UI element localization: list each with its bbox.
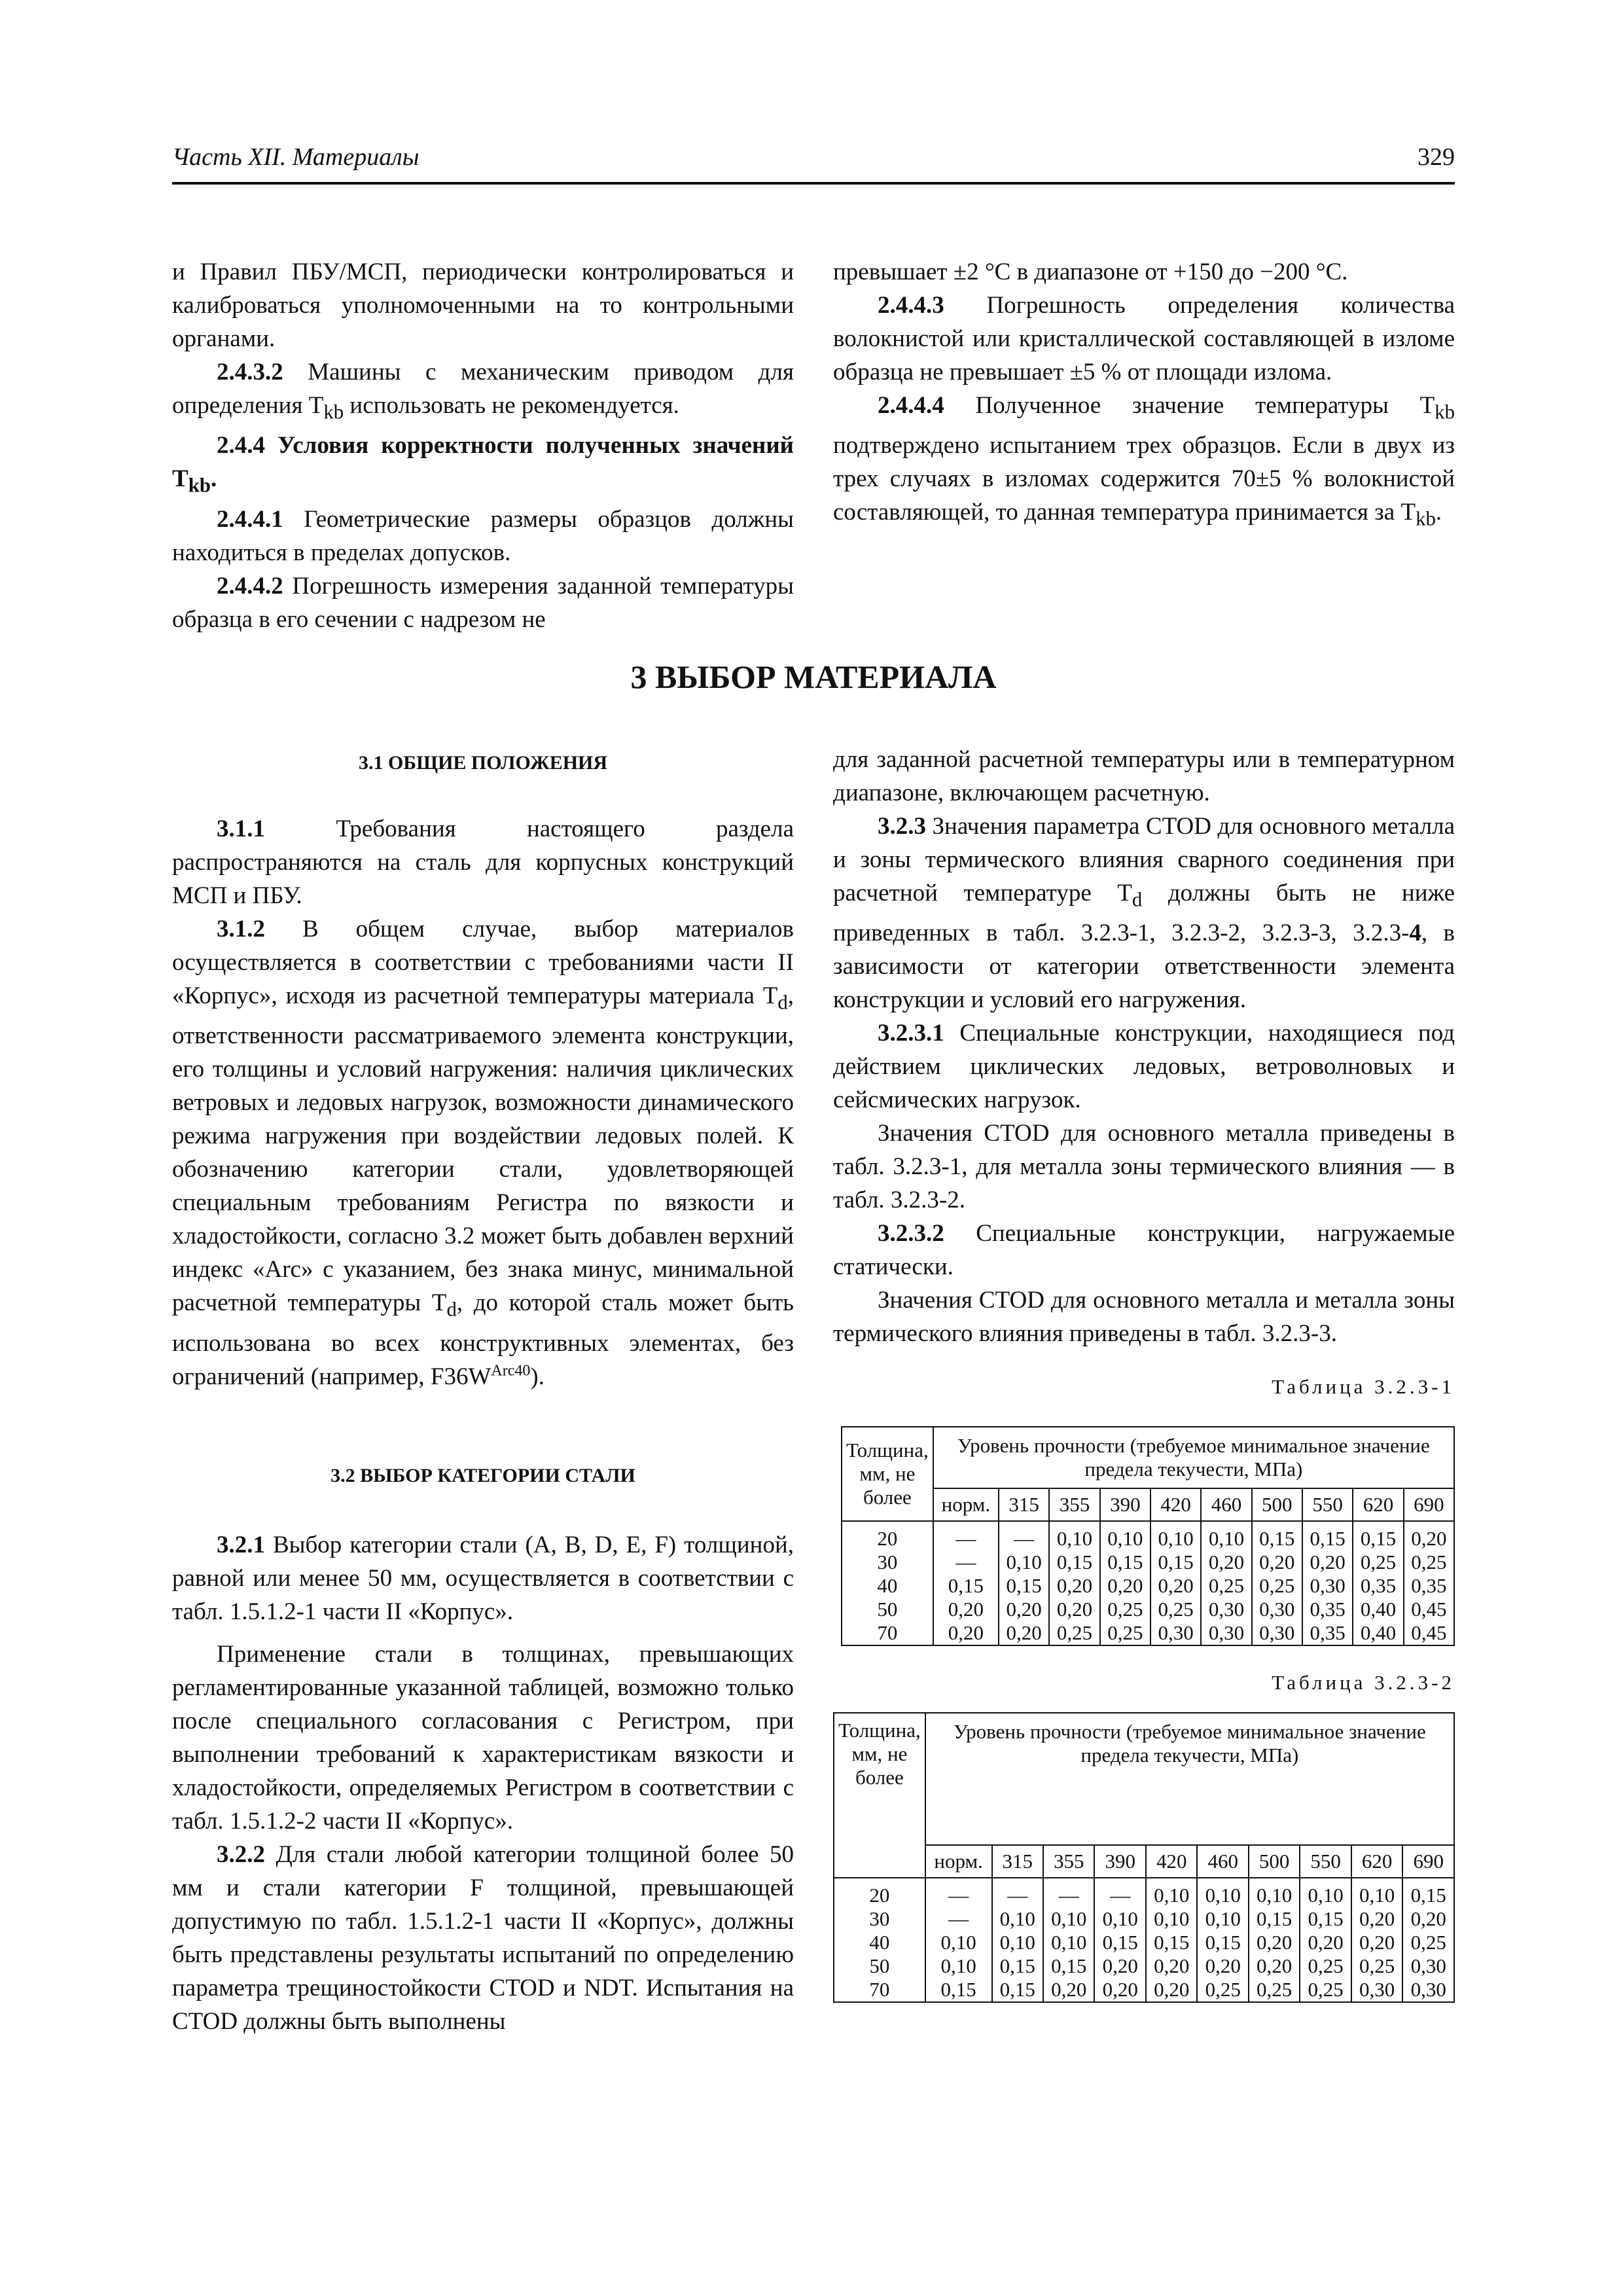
paragraph: для заданной расчетной температуры или в температурном диапазоне, включающем расчетную.: [833, 746, 1455, 806]
page-header: [172, 143, 1455, 185]
paragraph: и Правил ПБУ/МСП, периодически контролироваться и калиброваться уполномоченными на то контрольными органами.: [172, 259, 794, 352]
strength-level-header: Уровень прочности (требуемое минимальное значение предела текучести, МПа): [925, 1713, 1454, 1845]
value-column: 0,15 0,20 0,25 0,30 0,30: [1252, 1521, 1302, 1645]
thickness-column: 20 30 40 50 70: [834, 1878, 925, 2002]
column-header: 390: [1100, 1488, 1150, 1521]
running-title: Часть XII. Материалы: [172, 143, 419, 171]
column-header: 390: [1094, 1845, 1145, 1878]
value-column: — 0,10 0,10 0,15 0,15: [992, 1878, 1043, 2002]
thickness-header: Толщина, мм, не более: [842, 1427, 933, 1521]
value-column: — — 0,10 0,10 0,15: [925, 1878, 992, 2002]
column-header: 315: [999, 1488, 1049, 1521]
value-column: 0,10 0,10 0,15 0,20 0,20: [1146, 1878, 1197, 2002]
column-header: 690: [1402, 1845, 1454, 1878]
column-header: норм.: [925, 1845, 992, 1878]
value-column: 0,10 0,15 0,20 0,20 0,25: [1049, 1521, 1099, 1645]
column-header: 550: [1302, 1488, 1353, 1521]
strength-level-header: Уровень прочности (требуемое минимальное значение предела текучести, МПа): [933, 1427, 1454, 1488]
ctod-table-base-metal: [841, 1426, 1455, 1646]
column-header: 355: [1049, 1488, 1099, 1521]
column-header: 620: [1353, 1488, 1403, 1521]
column-header-row: [842, 1488, 1454, 1521]
paragraph: 3.2.2 Для стали любой категории толщиной более 50 мм и стали категории F толщиной, превышающей допустимую по табл. 1.5.1.2-1 части II «Корпус», должны быть представлены результаты испытаний по определению параметра трещиностойкости CTOD и NDT. Испытания на CTOD должны быть выполнены: [172, 1840, 794, 2035]
value-column: 0,20 0,25 0,35 0,45 0,45: [1404, 1521, 1454, 1645]
column-header: 420: [1150, 1488, 1201, 1521]
thickness-column: 20 30 40 50 70: [842, 1521, 933, 1645]
top-left-column: [172, 255, 794, 636]
table-caption: Таблица 3.2.3-1: [1272, 1375, 1455, 1399]
paragraph: 2.4.3.2 Машины с механическим приводом для определения $T_{kb}$ использовать не рекомендуется.: [172, 359, 794, 423]
paragraph: 3.2.3 Значения параметра CTOD для основного металла и зоны термического влияния сварного соединения при расчетной температуре $T_d$ должны быть не ниже приведенных в табл. 3.2.3-1, 3.2.3-2, 3.2.3-3, 3.2.3-4, в зависимости от категории ответственности элемента конструкции и условий его нагружения.: [833, 813, 1455, 1014]
column-header-row: [834, 1845, 1454, 1878]
column-header: 550: [1300, 1845, 1351, 1878]
paragraph: 3.2.3.2 Специальные конструкции, нагружаемые статически.: [833, 1220, 1455, 1281]
paragraph: 3.1.1 Требования настоящего раздела распространяются на сталь для корпусных конструкций МСП и ПБУ.: [172, 816, 794, 909]
column-header: 500: [1252, 1488, 1302, 1521]
lower-right-column: [833, 743, 1455, 2003]
value-column: 0,10 0,15 0,20 0,25 0,25: [1100, 1521, 1150, 1645]
lower-left-column: [172, 746, 794, 2038]
column-header: 500: [1249, 1845, 1300, 1878]
column-header: норм.: [933, 1488, 999, 1521]
section-heading-3-2: 3.2 ВЫБОР КАТЕГОРИИ СТАЛИ: [330, 1464, 635, 1486]
column-header: 420: [1146, 1845, 1197, 1878]
paragraph: 2.4.4.2 Погрешность измерения заданной температуры образца в его сечении с надрезом не: [172, 572, 794, 633]
paragraph: 2.4.4.4 Полученное значение температуры $T_{kb}$ подтверждено испытанием трех образцов. Если в двух из трех случаях в изломах содержится 70±5 % волокнистой составляющей, то данная температура принимается за $T_{kb}$.: [833, 392, 1455, 530]
paragraph: 3.2.3.1 Специальные конструкции, находящиеся под действием циклических ледовых, ветроволновых и сейсмических нагрузок.: [833, 1020, 1455, 1114]
value-column: 0,10 0,20 0,20 0,25 0,30: [1351, 1878, 1402, 2002]
table-caption: Таблица 3.2.3-2: [1272, 1671, 1455, 1695]
value-column: — — 0,15 0,20 0,20: [933, 1521, 999, 1645]
paragraph: 3.2.1 Выбор категории стали (A, B, D, E, F) толщиной, равной или менее 50 мм, осуществляется в соответствии с табл. 1.5.1.2-1 части II «Корпус».: [172, 1531, 794, 1625]
value-column: 0,10 0,15 0,20 0,25 0,25: [1300, 1878, 1351, 2002]
value-column: 0,15 0,25 0,35 0,40 0,40: [1353, 1521, 1403, 1645]
column-header: 690: [1404, 1488, 1454, 1521]
value-column: 0,10 0,15 0,20 0,25 0,30: [1150, 1521, 1201, 1645]
value-column: 0,10 0,20 0,25 0,30 0,30: [1201, 1521, 1251, 1645]
paragraph: Значения CTOD для основного металла приведены в табл. 3.2.3-1, для металла зоны термического влияния — в табл. 3.2.3-2.: [833, 1120, 1455, 1214]
column-header: 620: [1351, 1845, 1402, 1878]
section-heading-3-1: 3.1 ОБЩИЕ ПОЛОЖЕНИЯ: [358, 752, 608, 774]
table-values-row: [834, 1878, 1454, 2002]
column-header: 460: [1201, 1488, 1251, 1521]
value-column: 0,10 0,10 0,15 0,20 0,25: [1197, 1878, 1248, 2002]
value-column: — 0,10 0,10 0,15 0,20: [1043, 1878, 1094, 2002]
value-column: 0,10 0,15 0,20 0,20 0,25: [1249, 1878, 1300, 2002]
table-values-row: [842, 1521, 1454, 1645]
thickness-header: Толщина, мм, не более: [834, 1713, 925, 1878]
value-column: — 0,10 0,15 0,20 0,20: [999, 1521, 1049, 1645]
paragraph: 2.4.4.1 Геометрические размеры образцов должны находиться в пределах допусков.: [172, 505, 794, 566]
subsection-title: 2.4.4 Условия корректности полученных значений $T_{kb}$.: [172, 432, 794, 497]
page-number: 329: [1418, 143, 1455, 171]
column-header: 460: [1197, 1845, 1248, 1878]
column-header: 355: [1043, 1845, 1094, 1878]
paragraph: 3.1.2 В общем случае, выбор материалов осуществляется в соответствии с требованиями части II «Корпус», исходя из расчетной температуры материала $T_d$, ответственности рассматриваемого элемента конструкции, его толщины и условий нагружения: наличия циклических ветровых и ледовых нагрузок, возможности динамического режима нагружения при воздействии ледовых полей. К обозначению категории стали, удовлетворяющей специальным требованиям Регистра по вязкости и хладостойкости, согласно 3.2 может быть добавлен верхний индекс «Arc» с указанием, без знака минус, минимальной расчетной температуры $T_d$, до которой сталь может быть использована во всех конструктивных элементах, без ограничений (например, $F36W^{Arc40}$).: [172, 916, 794, 1390]
ctod-table-haz: [833, 1712, 1455, 2003]
value-column: 0,15 0,20 0,25 0,30 0,30: [1402, 1878, 1454, 2002]
chapter-heading: 3 ВЫБОР МАТЕРИАЛА: [630, 658, 997, 695]
value-column: — 0,10 0,15 0,20 0,20: [1094, 1878, 1145, 2002]
paragraph: 2.4.4.3 Погрешность определения количества волокнистой или кристаллической составляющей в изломе образца не превышает ±5 % от площади излома.: [833, 292, 1455, 386]
paragraph: превышает ±2 °С в диапазоне от +150 до −200 °С.: [833, 259, 1348, 285]
value-column: 0,15 0,20 0,30 0,35 0,35: [1302, 1521, 1353, 1645]
paragraph: Применение стали в толщинах, превышающих регламентированные указанной таблицей, возможно только после специального согласования с Регистром, при выполнении требований к характеристикам вязкости и хладостойкости, определяемых Регистром в соответствии с табл. 1.5.1.2-2 части II «Корпус».: [172, 1640, 794, 1835]
column-header: 315: [992, 1845, 1043, 1878]
paragraph: Значения CTOD для основного металла и металла зоны термического влияния приведены в табл. 3.2.3-3.: [833, 1287, 1455, 1348]
top-right-column: [833, 255, 1455, 536]
